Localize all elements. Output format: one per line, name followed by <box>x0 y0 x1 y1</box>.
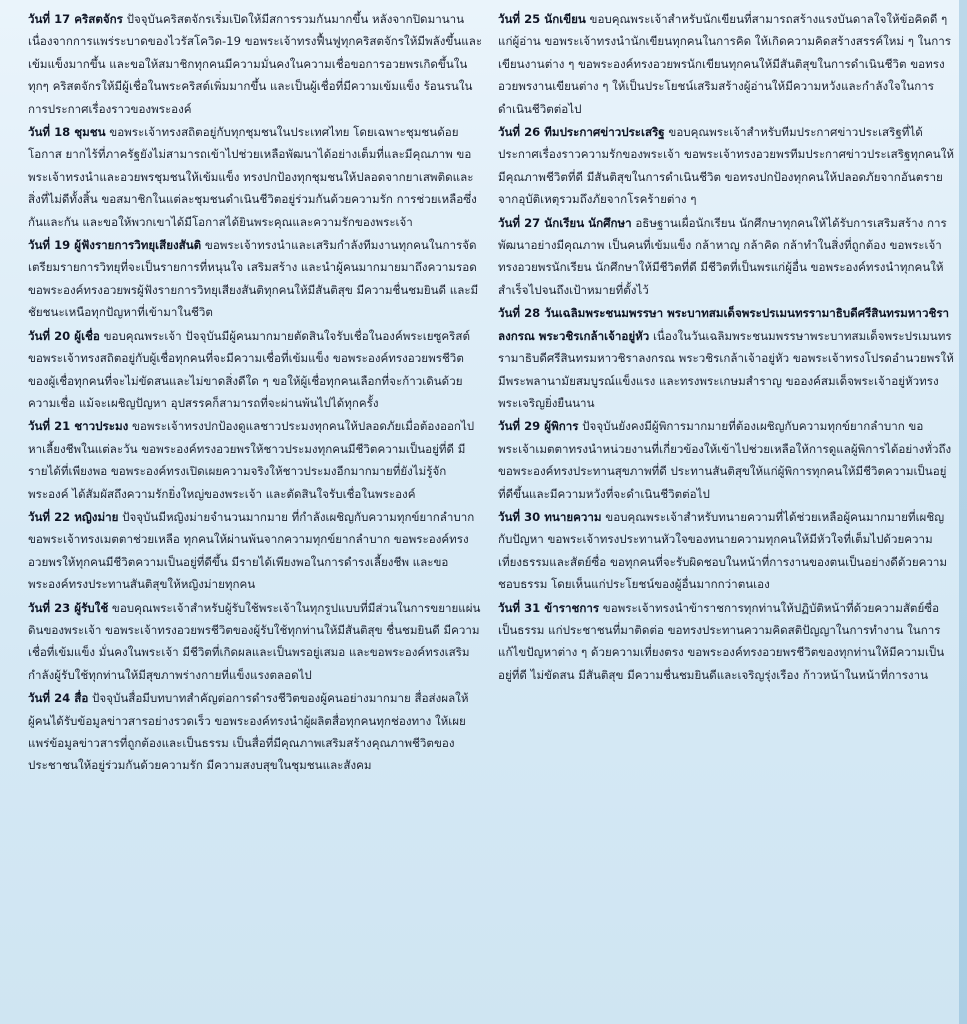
entry-day-18 <box>28 121 484 233</box>
entry-day-26 <box>498 121 954 211</box>
entry-text: ขอพระเจ้าทรงสถิตอยู่กับทุกชุมชนในประเทศไทย โดยเฉพาะชุมชนด้อยโอกาส ยากไร้ที่ภาครัฐยังไม่สามารถเข้าไปช่วยเหลือพัฒนาได้อย่างเต็มที่และมีคุณภาพ ขอพระเจ้าทรงนำและอวยพรชุมชนให้เข้มแข็ง ทรงปกป้องทุกชุมชนให้ปลอดจากยาเสพติดและสิ่งที่ไม่ดีทั้งสิ้น ขอสมาชิกในแต่ละชุมชนดำเนินชีวิตอยู่ร่วมกันด้วยความรัก การช่วยเหลือซึ่งกันและกัน และขอให้พวกเขาได้มีโอกาสได้ยินพระคุณและความรักของพระเจ้า <box>28 125 477 229</box>
entry-text: อธิษฐานเผื่อนักเรียน นักศึกษาทุกคนให้ได้รับการเสริมสร้าง การพัฒนาอย่างมีคุณภาพ เป็นคนที่เข้มแข็ง กล้าหาญ กล้าคิด กล้าทำในสิ่งที่ถูกต้อง ขอพระเจ้าทรงอวยพรนักเรียน นักศึกษาให้มีชีวิตที่ดี มีชีวิตที่เป็นพรแก่ผู้อื่น ขอพระองค์ทรงนำทุกคนให้สำเร็จไปจนถึงเป้าหมายที่ตั้งไว้ <box>498 215 947 297</box>
entry-heading: วันที่ 29 ผู้พิการ <box>498 419 579 434</box>
entry-day-20 <box>28 325 484 415</box>
entry-heading: วันที่ 21 ชาวประมง <box>28 419 129 434</box>
entry-text: ขอบคุณพระเจ้า ปัจจุบันมีผู้คนมากมายตัดสินใจรับเชื่อในองค์พระเยซูคริสต์ ขอพระเจ้าทรงสถิตอยู่กับผู้เชื่อทุกคนที่จะมีความเชื่อที่เข้มแข็ง ขอพระองค์ทรงอวยพรชีวิตของผู้เชื่อทุกคนที่จะไม่ขัดสนและไม่ขาดสิ่งดีใด ๆ ขอให้ผู้เชื่อทุกคนเลือกที่จะก้าวเดินด้วยความเชื่อ แม้จะเผชิญปัญหา อุปสรรคก็สามารถที่จะผ่านพ้นไปได้ทุกครั้ง <box>28 328 471 410</box>
left-column <box>28 8 484 1024</box>
entry-text: ปัจจุบันคริสตจักรเริ่มเปิดให้มีสการรวมกันมากขึ้น หลังจากปิดมานานเนื่องจากการแพร่ระบาดของไวรัสโควิด-19 ขอพระเจ้าทรงฟื้นฟูทุกคริสตจักรให้มีพลังขึ้นและเข้มแข็งมากขึ้น และขอให้สมาชิกทุกคนมีความมั่นคงในความเชื่อขอการอวยพรเกิดขึ้นในทุกๆ คริสตจักรให้มีผู้เชื่อในพระคริสต์เพิ่มมากขึ้น และเป็นผู้เชื่อที่มีความเข้มแข็ง ร้อนรนในการประกาศเรื่องราวของพระองค์ <box>28 12 483 116</box>
entry-day-24 <box>28 687 484 777</box>
entry-day-28 <box>498 302 954 414</box>
entry-heading: วันที่ 30 ทนายความ <box>498 509 602 524</box>
entry-heading: วันที่ 31 ข้าราชการ <box>498 600 600 615</box>
entry-text: เนื่องในวันเฉลิมพระชนมพรรษาพระบาทสมเด็จพระปรเมนทรรามาธิบดีศรีสินทรมหาวชิราลงกรณ พระวชิรเกล้าเจ้าอยู่หัว ขอพระเจ้าทรงโปรดอำนวยพรให้มีพระพลานามัยสมบูรณ์แข็งแรง และทรงพระเกษมสำราญ ขอองค์สมเด็จพระเจ้าอยู่หัวทรงพระเจริญยิ่งยืนนาน <box>498 328 954 410</box>
entry-day-19 <box>28 234 484 324</box>
entry-day-23 <box>28 597 484 687</box>
entry-text: ขอพระเจ้าทรงนำและเสริมกำลังทีมงานทุกคนในการจัดเตรียมรายการวิทยุที่จะเป็นรายการที่หนุนใจ เสริมสร้าง และนำผู้คนมากมายมาถึงความรอด ขอพระองค์ทรงอวยพรผู้ฟังรายการวิทยุเสียงสันติทุกคนให้มีสันติสุข มีความชื่นชมยินดี และมีชัยชนะเหนือทุกปัญหาที่เข้ามาในชีวิต <box>28 238 479 320</box>
entry-day-30 <box>498 506 954 596</box>
entry-text: ขอพระเจ้าทรงปกป้องดูแลชาวประมงทุกคนให้ปลอดภัยเมื่อต้องออกไปหาเลี้ยงชีพในแต่ละวัน ขอพระองค์ทรงอวยพรให้ชาวประมงทุกคนมีชีวิตความเป็นอยู่ที่ดี มีรายได้ที่เพียงพอ ขอพระองค์ทรงเปิดเผยความจริงให้ชาวประมงอีกมากมายที่ยังไม่รู้จักพระองค์ ได้สัมผัสถึงความรักยิ่งใหญ่ของพระเจ้า และตัดสินใจรับเชื่อในพระองค์ <box>28 419 475 501</box>
entry-heading: วันที่ 24 สื่อ <box>28 691 89 706</box>
entry-heading: วันที่ 19 ผู้ฟังรายการวิทยุเสียงสันติ <box>28 238 202 253</box>
entry-heading: วันที่ 17 คริสตจักร <box>28 12 123 26</box>
entry-day-17 <box>28 8 484 120</box>
entry-heading: วันที่ 27 นักเรียน นักศึกษา <box>498 215 632 230</box>
entry-text: ปัจจุบันยังคงมีผู้พิการมากมายที่ต้องเผชิญกับความทุกข์ยากลำบาก ขอพระเจ้าเมตตาทรงนำหน่วยงานที่เกี่ยวข้องให้เข้าไปช่วยเหลือให้การดูแลผู้พิการได้อย่างทั่วถึง ขอพระองค์ทรงประทานสุขภาพที่ดี ประทานสันติสุขให้แก่ผู้พิการทุกคนให้มีชีวิตความเป็นอยู่ที่ดีขึ้นและมีความหวังที่จะดำเนินชีวิตต่อไป <box>498 419 952 501</box>
entry-heading: วันที่ 25 นักเขียน <box>498 12 586 26</box>
entry-text: ขอบคุณพระเจ้าสำหรับทีมประกาศข่าวประเสริฐที่ได้ประกาศเรื่องราวความรักของพระเจ้า ขอพระเจ้าทรงอวยพรทีมประกาศข่าวประเสริฐทุกคนให้มีคุณภาพชีวิตที่ดี มีสันติสุขในการดำเนินชีวิต ขอทรงปกป้องทุกคนให้ปลอดภัยจากอันตราย จากอุบัติเหตุรวมถึงภัยจากโรคร้ายต่าง ๆ <box>498 125 955 207</box>
right-column <box>498 8 954 1024</box>
entry-text: ขอบคุณพระเจ้าสำหรับผู้รับใช้พระเจ้าในทุกรูปแบบที่มีส่วนในการขยายแผ่นดินของพระเจ้า ขอพระเจ้าทรงอวยพรชีวิตของผู้รับใช้ทุกท่านให้มีสันติสุข ชื่นชมยินดี มีความเชื่อที่เข้มแข็ง มั่นคงในพระเจ้า มีชีวิตที่เกิดผลและเป็นพรอยู่เสมอ และขอพระองค์ทรงเสริมกำลังผู้รับใช้ทุกท่านให้มีสุขภาพร่างกายที่แข็งแรงตลอดไป <box>28 600 481 682</box>
entry-text: ปัจจุบันสื่อมีบทบาทสำคัญต่อการดำรงชีวิตของผู้คนอย่างมากมาย สื่อส่งผลให้ผู้คนได้รับข้อมูลข่าวสารอย่างรวดเร็ว ขอพระองค์ทรงนำผู้ผลิตสื่อทุกคนทุกช่องทาง ให้เผยแพร่ข้อมูลข่าวสารที่ถูกต้องและเป็นธรรม เป็นสื่อที่มีคุณภาพเสริมสร้างคุณภาพชีวิตของประชาชนให้อยู่ร่วมกันด้วยความรัก มีความสงบสุขในชุมชนและสังคม <box>28 691 469 773</box>
entry-text: ขอบคุณพระเจ้าสำหรับนักเขียนที่สามารถสร้างแรงบันดาลใจให้ข้อคิดดี ๆ แก่ผู้อ่าน ขอพระเจ้าทรงนำนักเขียนทุกคนในการคิด ให้เกิดความคิดสร้างสรรค์ใหม่ ๆ ในการเขียนงานต่าง ๆ ขอพระองค์ทรงอวยพรนักเขียนทุกคนให้มีสันติสุขในการดำเนินชีวิต ขอทรงอวยพรงานเขียนต่าง ๆ ให้เป็นประโยชน์เสริมสร้างผู้อ่านให้มีความหวังและกำลังใจในการดำเนินชีวิตต่อไป <box>498 12 951 116</box>
entry-day-22 <box>28 506 484 596</box>
entry-day-29 <box>498 415 954 505</box>
entry-text: ขอบคุณพระเจ้าสำหรับทนายความที่ได้ช่วยเหลือผู้คนมากมายที่เผชิญกับปัญหา ขอพระเจ้าทรงประทานหัวใจของทนายความทุกคนให้มีหัวใจที่เต็มไปด้วยความเที่ยงธรรมและสัตย์ซื่อ ขอทุกคนที่จะรับผิดชอบในหน้าที่การงานของตนเป็นอย่างดีด้วยความชอบธรรม โดยเห็นแก่ประโยชน์ของผู้อื่นมากกว่าตนเอง <box>498 509 948 592</box>
entry-text: ปัจจุบันมีหญิงม่ายจำนวนมากมาย ที่กำลังเผชิญกับความทุกข์ยากลำบาก ขอพระเจ้าทรงเมตตาช่วยเหลือ ทุกคนให้ผ่านพ้นจากความทุกข์ยากลำบาก ขอพระองค์ทรงอวยพรให้ทุกคนมีชีวิตความเป็นอยู่ที่ดีขึ้น มีรายได้เพียงพอในการดำรงเลี้ยงชีพ และขอพระองค์ทรงประทานสันติสุขให้หญิงม่ายทุกคน <box>28 509 475 592</box>
entry-text: ขอพระเจ้าทรงนำข้าราชการทุกท่านให้ปฏิบัติหน้าที่ด้วยความสัตย์ซื่อ เป็นธรรม แก่ประชาชนที่มาติดต่อ ขอทรงประทานความคิดสติปัญญาในการทำงาน ในการแก้ไขปัญหาต่าง ๆ ด้วยความเที่ยงตรง ขอพระองค์ทรงอวยพรชีวิตของทุกท่านให้มีความเป็นอยู่ที่ดี ไม่ขัดสน มีสันติสุข มีความชื่นชมยินดีและเจริญรุ่งเรือง ก้าวหน้าในหน้าที่การงาน <box>498 600 945 682</box>
entry-heading: วันที่ 22 หญิงม่าย <box>28 509 119 524</box>
entry-heading: วันที่ 20 ผู้เชื่อ <box>28 328 100 343</box>
entry-day-21 <box>28 415 484 505</box>
page-edge <box>959 0 967 1024</box>
entry-heading: วันที่ 18 ชุมชน <box>28 125 106 140</box>
entry-heading: วันที่ 28 วันเฉลิมพระชนมพรรษา พระบาทสมเด็จพระปรเมนทรรามาธิบดีศรีสินทรมหาวชิราลงกรณ พระวชิรเกล้าเจ้าอยู่หัว <box>498 306 950 343</box>
entry-day-31 <box>498 597 954 687</box>
entry-day-25 <box>498 8 954 120</box>
entry-heading: วันที่ 26 ทีมประกาศข่าวประเสริฐ <box>498 125 665 140</box>
entry-heading: วันที่ 23 ผู้รับใช้ <box>28 600 109 615</box>
entry-day-27 <box>498 212 954 302</box>
